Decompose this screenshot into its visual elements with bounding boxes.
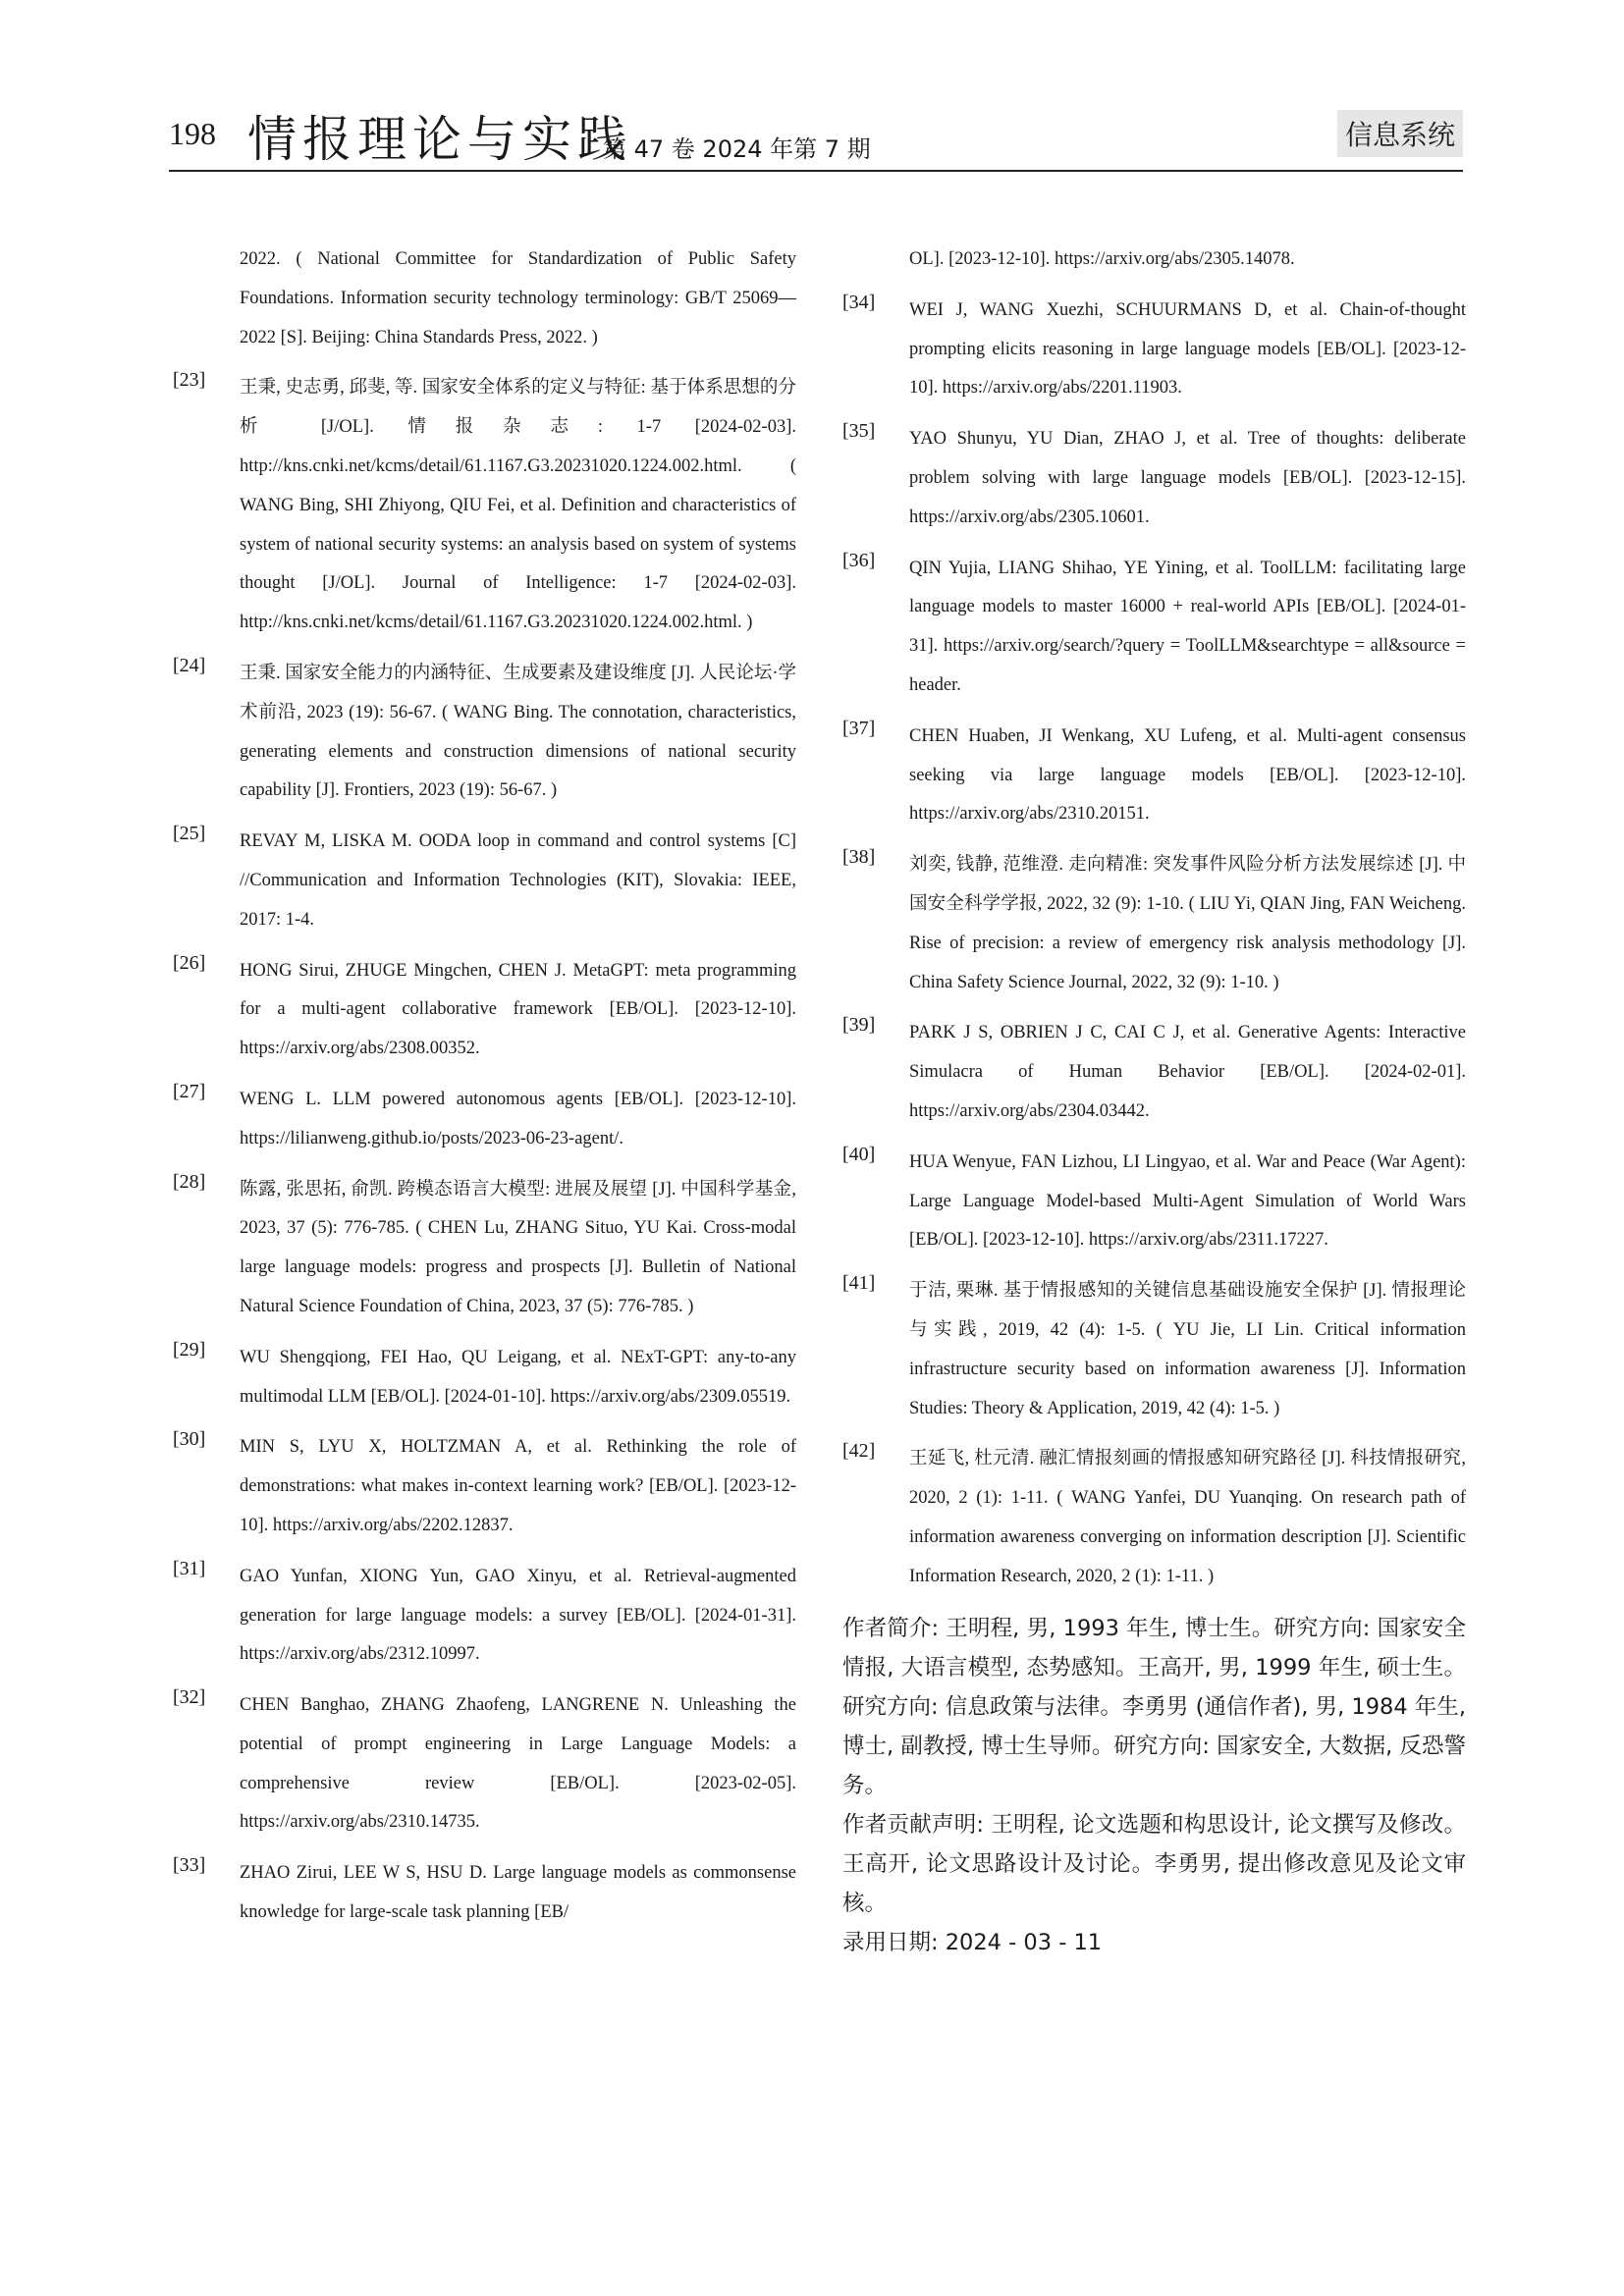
reference-item bbox=[842, 240, 1466, 280]
reference-item bbox=[173, 240, 796, 357]
reference-number: [29] bbox=[173, 1338, 206, 1361]
reference-number: [36] bbox=[842, 549, 876, 571]
reference-item bbox=[842, 846, 1466, 1002]
issue-info: 第 47 卷 2024 年第 7 期 bbox=[603, 135, 871, 163]
reference-item bbox=[173, 1171, 796, 1327]
reference-text: WEI J, WANG Xuezhi, SCHUURMANS D, et al. Chain-of-thought prompting elicits reasoning in large language models [EB/OL]. [2023-12-10]. https://arxiv.org/abs/2201.11903. bbox=[909, 299, 1466, 399]
reference-text: HUA Wenyue, FAN Lizhou, LI Lingyao, et al. War and Peace (War Agent): Large Language Model-based Multi-Agent Simulation of World Wars [EB/OL]. [2023-12-10]. https://arxiv.org/abs/2311.17227. bbox=[909, 1151, 1466, 1251]
reference-text: GAO Yunfan, XIONG Yun, GAO Xinyu, et al. Retrieval-augmented generation for large language models: a survey [EB/OL]. [2024-01-31]. https://arxiv.org/abs/2312.10997. bbox=[240, 1566, 796, 1665]
reference-number: [26] bbox=[173, 951, 206, 974]
reference-text: HONG Sirui, ZHUGE Mingchen, CHEN J. MetaGPT: meta programming for a multi-agent collaborative framework [EB/OL]. [2023-12-10]. https://arxiv.org/abs/2308.00352. bbox=[240, 960, 796, 1059]
reference-number: [23] bbox=[173, 369, 206, 392]
reference-text: ZHAO Zirui, LEE W S, HSU D. Large language models as commonsense knowledge for large-scale task planning [EB/ bbox=[240, 1863, 796, 1923]
reference-text: MIN S, LYU X, HOLTZMAN A, et al. Rethinking the role of demonstrations: what makes in-context learning work? [EB/OL]. [2023-12-10]. https://arxiv.org/abs/2202.12837. bbox=[240, 1437, 796, 1535]
reference-text: CHEN Huaben, JI Wenkang, XU Lufeng, et al. Multi-agent consensus seeking via large language models [EB/OL]. [2023-12-10]. https://arxiv.org/abs/2310.20151. bbox=[909, 725, 1466, 825]
reference-number: [42] bbox=[842, 1440, 876, 1463]
reference-text: 王延飞, 杜元清. 融汇情报刻画的情报感知研究路径 [J]. 科技情报研究, 2020, 2 (1): 1-11. ( WANG Yanfei, DU Yuanqing. On research path of information awareness converging on information description [J]. Scientific Information Research, 2020, 2 (1): 1-11. ) bbox=[909, 1449, 1466, 1586]
reference-number: [35] bbox=[842, 420, 876, 443]
header-rule bbox=[169, 170, 1463, 172]
reference-item bbox=[173, 369, 796, 643]
reference-text: 刘奕, 钱静, 范维澄. 走向精准: 突发事件风险分析方法发展综述 [J]. 中国安全科学学报, 2022, 32 (9): 1-10. ( LIU Yi, QIAN Jing, FAN Weicheng. Rise of precision: a review of emergency risk analysis methodology [J]. China Safety Science Journal, 2022, 32 (9): 1-10. ) bbox=[909, 855, 1466, 992]
reference-number: [30] bbox=[173, 1428, 206, 1451]
reference-text: QIN Yujia, LIANG Shihao, YE Yining, et al. ToolLLM: facilitating large language models to master 16000 + real-world APIs [EB/OL]. [2024-01-31]. https://arxiv.org/search/?query = ToolLLM&searchtype = all&source = header. bbox=[909, 558, 1466, 695]
reference-item bbox=[842, 718, 1466, 834]
author-bio: 作者简介: 王明程, 男, 1993 年生, 博士生。研究方向: 国家安全情报, 大语言模型, 态势感知。王高开, 男, 1999 年生, 硕士生。研究方向: 信息政策与法律。李勇男 (通信作者), 男, 1984 年生, 博士, 副教授, 博士生导师。研究方向: 国家安全, 大数据, 反恐警务。 bbox=[842, 1615, 1466, 1798]
accepted-date: 录用日期: 2024 - 03 - 11 bbox=[842, 1929, 1103, 1955]
reference-item bbox=[173, 655, 796, 811]
reference-number: [28] bbox=[173, 1170, 206, 1193]
right-column bbox=[842, 240, 1466, 1962]
page-number: 198 bbox=[169, 116, 216, 151]
reference-item bbox=[173, 1428, 796, 1545]
reference-number: [27] bbox=[173, 1080, 206, 1102]
reference-text: 2022. ( National Committee for Standardization of Public Safety Foundations. Information security technology terminology: GB/T 25069—2022 [S]. Beijing: China Standards Press, 2022. ) bbox=[240, 249, 796, 347]
reference-item bbox=[173, 1686, 796, 1842]
reference-number: [31] bbox=[173, 1557, 206, 1579]
reference-item bbox=[173, 1854, 796, 1933]
reference-number: [38] bbox=[842, 846, 876, 869]
reference-number: [24] bbox=[173, 654, 206, 676]
reference-text: 于洁, 栗琳. 基于情报感知的关键信息基础设施安全保护 [J]. 情报理论与实践, 2019, 42 (4): 1-5. ( YU Jie, LI Lin. Critical information infrastructure security based on information awareness [J]. Information Studies: Theory & Application, 2019, 42 (4): 1-5. ) bbox=[909, 1281, 1466, 1418]
author-notes bbox=[842, 1609, 1466, 1962]
reference-text: WENG L. LLM powered autonomous agents [EB/OL]. [2023-12-10]. https://lilianweng.github.io/posts/2023-06-23-agent/. bbox=[240, 1089, 796, 1148]
reference-item bbox=[842, 292, 1466, 408]
reference-item bbox=[842, 1014, 1466, 1131]
reference-number: [32] bbox=[173, 1686, 206, 1709]
reference-text: 王秉, 史志勇, 邱斐, 等. 国家安全体系的定义与特征: 基于体系思想的分析 [J/OL]. 情报杂志: 1-7 [2024-02-03]. http://kns.cnki.net/kcms/detail/61.1167.G3.20231020.1224.002.html. ( WANG Bing, SHI Zhiyong, QIU Fei, et al. Definition and characteristics of system of national security systems: an analysis based on system of systems thought [J/OL]. Journal of Intelligence: 1-7 [2024-02-03]. http://kns.cnki.net/kcms/detail/61.1167.G3.20231020.1224.002.html. ) bbox=[240, 378, 796, 633]
reference-text: CHEN Banghao, ZHANG Zhaofeng, LANGRENE N. Unleashing the potential of prompt engineering in Large Language Models: a comprehensive review [EB/OL]. [2023-02-05]. https://arxiv.org/abs/2310.14735. bbox=[240, 1695, 796, 1833]
reference-item bbox=[173, 823, 796, 939]
reference-item bbox=[842, 1272, 1466, 1428]
reference-item bbox=[842, 420, 1466, 537]
reference-text: REVAY M, LISKA M. OODA loop in command and control systems [C] //Communication and Information Technologies (KIT), Slovakia: IEEE, 2017: 1-4. bbox=[240, 831, 796, 930]
left-column bbox=[173, 240, 796, 1945]
reference-item bbox=[842, 1144, 1466, 1260]
reference-number: [40] bbox=[842, 1143, 876, 1165]
reference-text: YAO Shunyu, YU Dian, ZHAO J, et al. Tree of thoughts: deliberate problem solving with large language models [EB/OL]. [2023-12-15]. https://arxiv.org/abs/2305.10601. bbox=[909, 429, 1466, 527]
reference-number: [37] bbox=[842, 717, 876, 739]
reference-number: [25] bbox=[173, 823, 206, 845]
reference-item bbox=[173, 952, 796, 1069]
reference-text: PARK J S, OBRIEN J C, CAI C J, et al. Generative Agents: Interactive Simulacra of Human Behavior [EB/OL]. [2024-02-01]. https://arxiv.org/abs/2304.03442. bbox=[909, 1023, 1466, 1121]
reference-item bbox=[842, 550, 1466, 706]
section-label: 信息系统 bbox=[1337, 110, 1463, 157]
author-contribution: 作者贡献声明: 王明程, 论文选题和构思设计, 论文撰写及修改。王高开, 论文思路设计及讨论。李勇男, 提出修改意见及论文审核。 bbox=[842, 1811, 1466, 1916]
reference-text: 陈露, 张思拓, 俞凯. 跨模态语言大模型: 进展及展望 [J]. 中国科学基金, 2023, 37 (5): 776-785. ( CHEN Lu, ZHANG Situo, YU Kai. Cross-modal large language models: progress and prospects [J]. Bulletin of National Natural Science Foundation of China, 2023, 37 (5): 776-785. ) bbox=[240, 1179, 796, 1316]
reference-number: [33] bbox=[173, 1854, 206, 1877]
reference-text: WU Shengqiong, FEI Hao, QU Leigang, et al. NExT-GPT: any-to-any multimodal LLM [EB/OL]. [2024-01-10]. https://arxiv.org/abs/2309.05519. bbox=[240, 1347, 796, 1407]
page-header bbox=[169, 100, 1463, 169]
reference-number: [34] bbox=[842, 291, 876, 313]
reference-text: OL]. [2023-12-10]. https://arxiv.org/abs/2305.14078. bbox=[909, 249, 1295, 269]
reference-number: [41] bbox=[842, 1272, 876, 1295]
reference-text: 王秉. 国家安全能力的内涵特征、生成要素及建设维度 [J]. 人民论坛·学术前沿, 2023 (19): 56-67. ( WANG Bing. The connotation, characteristics, generating elements and construction dimensions of national security capability [J]. Frontiers, 2023 (19): 56-67. ) bbox=[240, 663, 796, 801]
reference-item bbox=[173, 1339, 796, 1417]
reference-item bbox=[173, 1558, 796, 1675]
journal-title: 情报理论与实践 bbox=[247, 111, 632, 168]
reference-number: [39] bbox=[842, 1014, 876, 1037]
reference-item bbox=[842, 1440, 1466, 1596]
reference-item bbox=[173, 1081, 796, 1159]
